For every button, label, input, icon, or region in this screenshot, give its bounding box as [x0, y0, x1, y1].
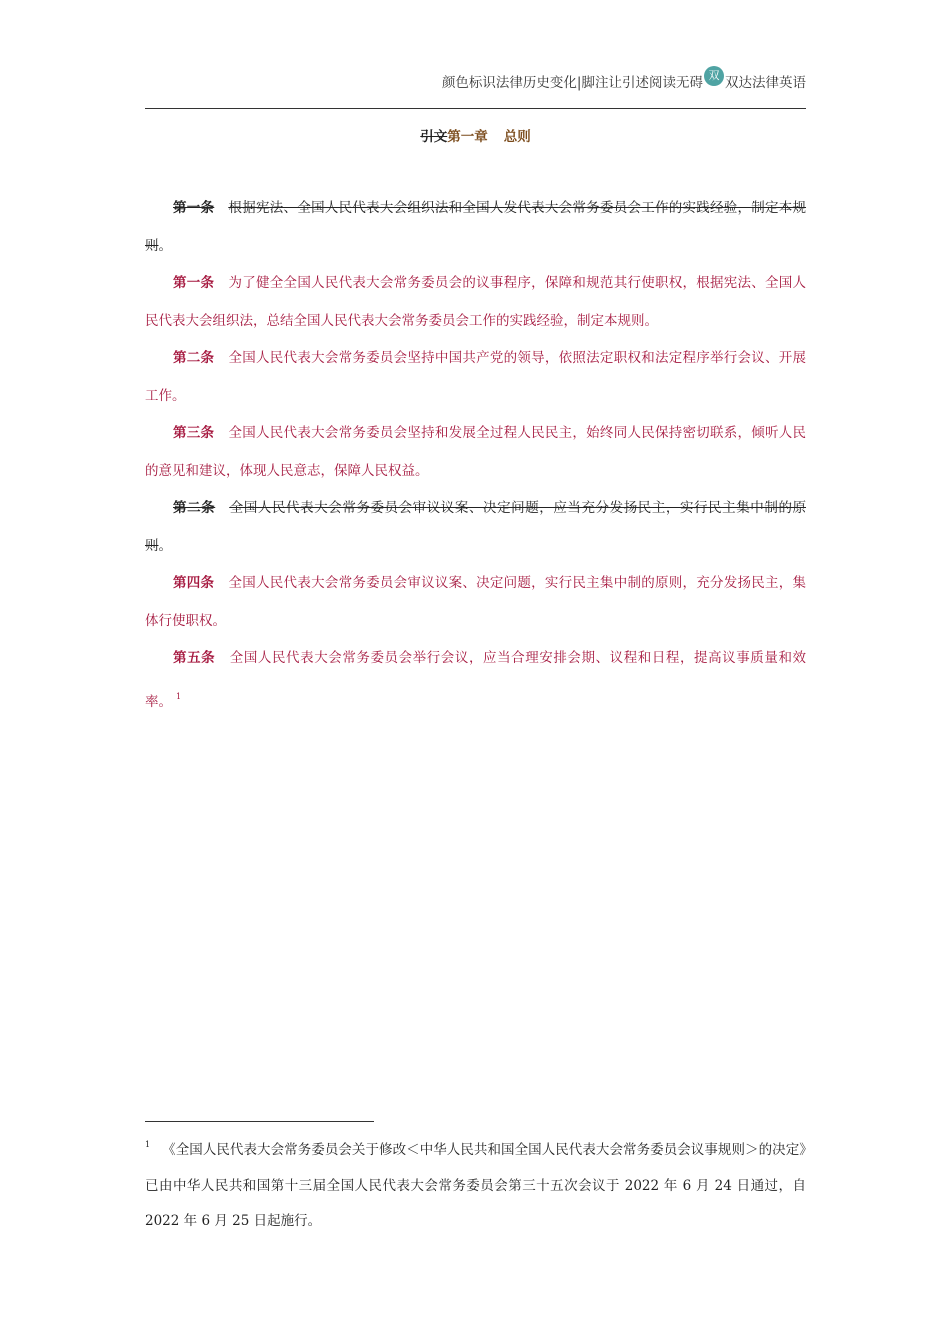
header-brand: 双达法律英语	[725, 75, 806, 91]
footnote	[145, 1127, 806, 1240]
footnote-text: 《全国人民代表大会常务委员会关于修改＜中华人民共和国全国人民代表大会常务委员会议事规则＞的决定》已由中华人民共和国第十三届全国人民代表大会常务委员会第三十五次会议于 2022 年 6 月 24 日通过，自 2022 年 6 月 25 日起施行。	[145, 1142, 806, 1229]
article-new: 第三条 全国人民代表大会常务委员会坚持和发展全过程人民民主，始终同人民保持密切联系，倾听人民的意见和建议，体现人民意志，保障人民权益。	[145, 425, 807, 479]
footnote-reference[interactable]: 1	[176, 691, 182, 701]
article-new: 第二条 全国人民代表大会常务委员会坚持中国共产党的领导，依照法定职权和法定程序举行会议、开展工作。	[145, 350, 807, 404]
document-body	[145, 190, 806, 721]
chapter-number: 第一章	[447, 129, 488, 145]
article-deleted: 第二条 全国人民代表大会常务委员会审议议案、决定问题，应当充分发扬民主，实行民主集中制的原则。	[145, 500, 807, 554]
article-deleted: 第一条 根据宪法、全国人民代表大会组织法和全国人发代表大会常务委员会工作的实践经验，制定本规则。	[145, 200, 807, 254]
double-badge-icon: 双	[704, 66, 724, 86]
header-divider	[145, 108, 806, 109]
article-new: 第五条 全国人民代表大会常务委员会举行会议，应当合理安排会期、议程和日程，提高议事质量和效率。 $^1$	[145, 650, 807, 710]
chapter-title: 总则	[503, 129, 531, 145]
footnote-mark: 1	[145, 1140, 151, 1149]
article-new: 第四条 全国人民代表大会常务委员会审议议案、决定问题，实行民主集中制的原则，充分发扬民主，集体行使职权。	[145, 575, 807, 629]
header-text: 颜色标识法律历史变化|脚注让引述阅读无碍	[441, 75, 703, 91]
article-new: 第一条 为了健全全国人民代表大会常务委员会的议事程序，保障和规范其行使职权，根据宪法、全国人民代表大会组织法，总结全国人民代表大会常务委员会工作的实践经验，制定本规则。	[145, 275, 807, 329]
footnote-divider	[145, 1121, 374, 1122]
deleted-heading: 引文	[420, 129, 448, 145]
chapter-heading	[145, 125, 806, 145]
running-header	[145, 66, 806, 96]
